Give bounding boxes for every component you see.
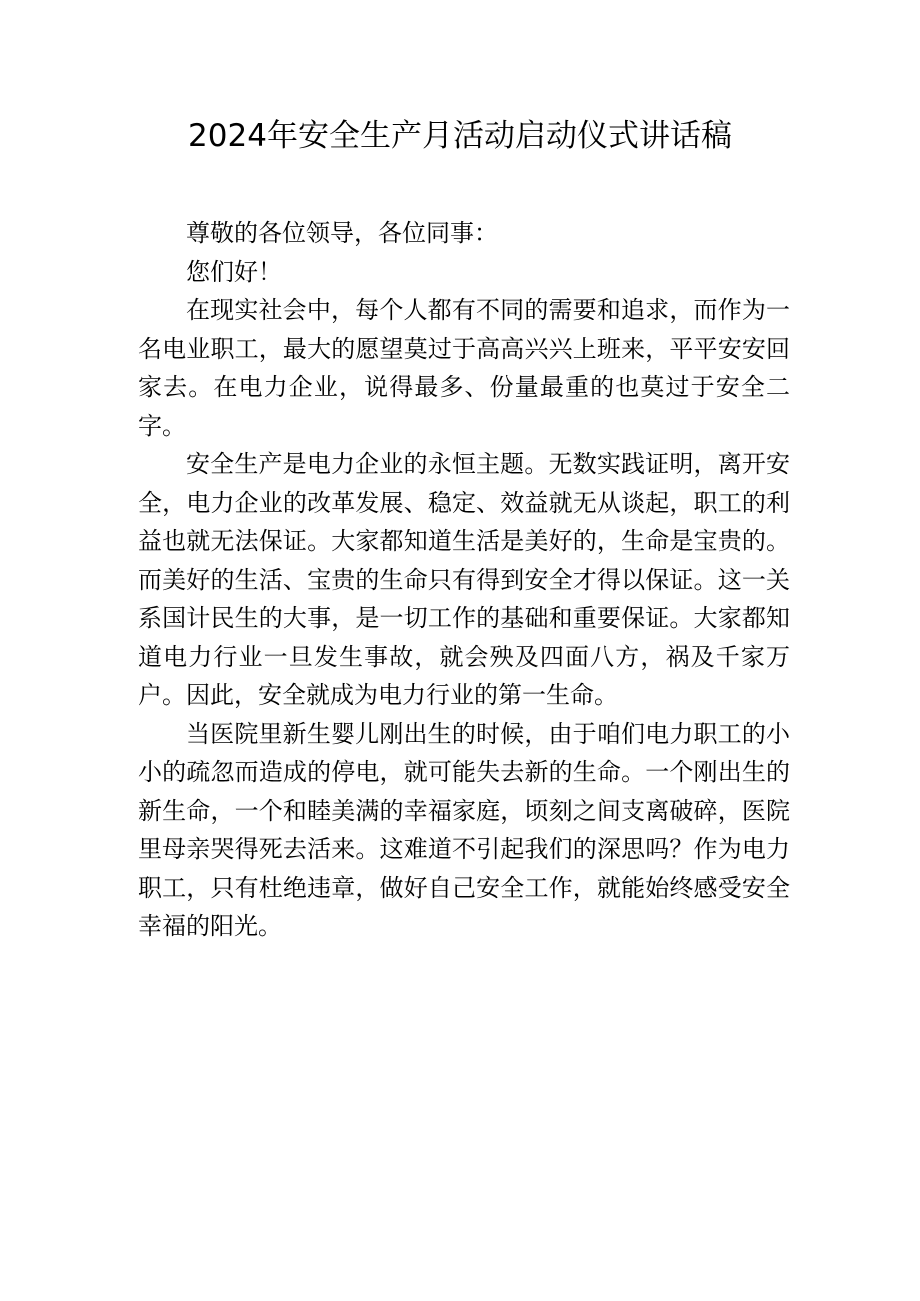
paragraph: 在现实社会中，每个人都有不同的需要和追求，而作为一名电业职工，最大的愿望莫过于高高兴兴上班来，平平安安回家去。在电力企业，说得最多、份量最重的也莫过于安全二字。	[138, 296, 790, 440]
document-title: 2024年安全生产月活动启动仪式讲话稿	[188, 118, 732, 154]
salutation: 尊敬的各位领导，各位同事：	[186, 219, 498, 247]
paragraph: 当医院里新生婴儿刚出生的时候，由于咱们电力职工的小小的疏忽而造成的停电，就可能失去新的生命。一个刚出生的新生命，一个和睦美满的幸福家庭，顷刻之间支离破碎，医院里母亲哭得死去活来。这难道不引起我们的深思吗？作为电力职工，只有杜绝违章，做好自己安全工作，就能始终感受安全幸福的阳光。	[138, 719, 790, 940]
document-body	[138, 214, 790, 946]
greeting: 您们好！	[186, 257, 282, 286]
paragraph: 安全生产是电力企业的永恒主题。无数实践证明，离开安全，电力企业的改革发展、稳定、效益就无从谈起，职工的利益也就无法保证。大家都知道生活是美好的，生命是宝贵的。而美好的生活、宝贵的生命只有得到安全才得以保证。这一关系国计民生的大事，是一切工作的基础和重要保证。大家都知道电力行业一旦发生事故，就会殃及四面八方，祸及千家万户。因此，安全就成为电力行业的第一生命。	[138, 450, 790, 709]
